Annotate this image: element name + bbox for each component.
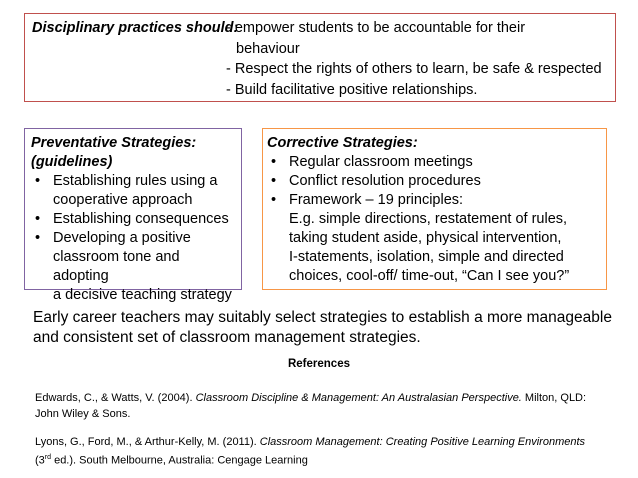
list-item-text: Regular classroom meetings — [289, 154, 473, 170]
list-item — [31, 210, 235, 229]
bullet-icon: • — [271, 154, 277, 170]
bullet-icon: • — [35, 211, 41, 227]
corrective-title: Corrective Strategies: — [267, 135, 418, 151]
disciplinary-practices-box — [24, 13, 616, 102]
list-item — [31, 172, 235, 210]
reference-title: Classroom Discipline & Management: An Australasian Perspective. — [195, 392, 522, 404]
preventative-list — [31, 172, 235, 305]
summary-paragraph: Early career teachers may suitably select strategies to establish a more manageable and consistent set of classroom management strategies. — [33, 309, 612, 346]
bullet-icon: • — [271, 192, 277, 208]
reference-publisher: Milton, QLD: John Wiley & Sons. — [35, 392, 587, 420]
list-item-text: Conflict resolution procedures — [289, 173, 481, 189]
corrective-list — [267, 153, 602, 210]
list-item — [267, 153, 602, 172]
discipline-line-1: - empower students to be accountable for their — [226, 20, 526, 36]
list-item-text: a decisive teaching strategy — [53, 287, 232, 303]
list-item-text: Establishing consequences — [53, 211, 229, 227]
bullet-icon: • — [35, 173, 41, 189]
list-item-text: Developing a positive — [53, 230, 191, 246]
list-item — [267, 191, 602, 210]
references-heading: References — [287, 358, 350, 370]
disciplinary-heading: Disciplinary practices should: — [32, 20, 239, 36]
reference-edition-suffix: rd — [44, 454, 52, 461]
discipline-line-3: - Build facilitative positive relationships. — [226, 82, 478, 98]
preventative-subtitle: (guidelines) — [31, 154, 113, 170]
reference-edition: (3 — [35, 454, 45, 467]
list-item-text: Framework – 19 principles: — [289, 192, 464, 208]
preventative-title: Preventative Strategies: — [31, 135, 197, 151]
framework-detail-line: I-statements, isolation, simple and directed — [289, 249, 564, 265]
list-item-text: cooperative approach — [53, 192, 193, 208]
reference-authors: Lyons, G., Ford, M., & Arthur-Kelly, M. (2011). — [35, 436, 260, 448]
list-item — [31, 229, 235, 305]
list-item — [267, 172, 602, 191]
preventative-strategies-box — [24, 128, 242, 303]
discipline-line-1b: behaviour — [236, 41, 300, 57]
reference-authors: Edwards, C., & Watts, V. (2004). — [35, 392, 196, 404]
bullet-icon: • — [271, 173, 277, 189]
discipline-line-2: - Respect the rights of others to learn, be safe & respected — [226, 61, 602, 77]
corrective-strategies-box — [262, 128, 607, 290]
reference-title: Classroom Management: Creating Positive Learning Environments — [259, 436, 586, 448]
reference-entry — [35, 434, 595, 469]
framework-detail-line: E.g. simple directions, restatement of rules, — [289, 211, 568, 227]
reference-entry — [35, 390, 595, 422]
bullet-icon: • — [35, 230, 41, 246]
framework-detail-line: choices, cool-off/ time-out, “Can I see you?” — [289, 268, 570, 284]
list-item-text: Establishing rules using a — [53, 173, 218, 189]
reference-publisher: ed.). South Melbourne, Australia: Cengage Learning — [51, 454, 308, 467]
framework-detail-line: taking student aside, physical intervention, — [289, 230, 562, 246]
list-item-text: classroom tone and adopting — [53, 249, 180, 284]
